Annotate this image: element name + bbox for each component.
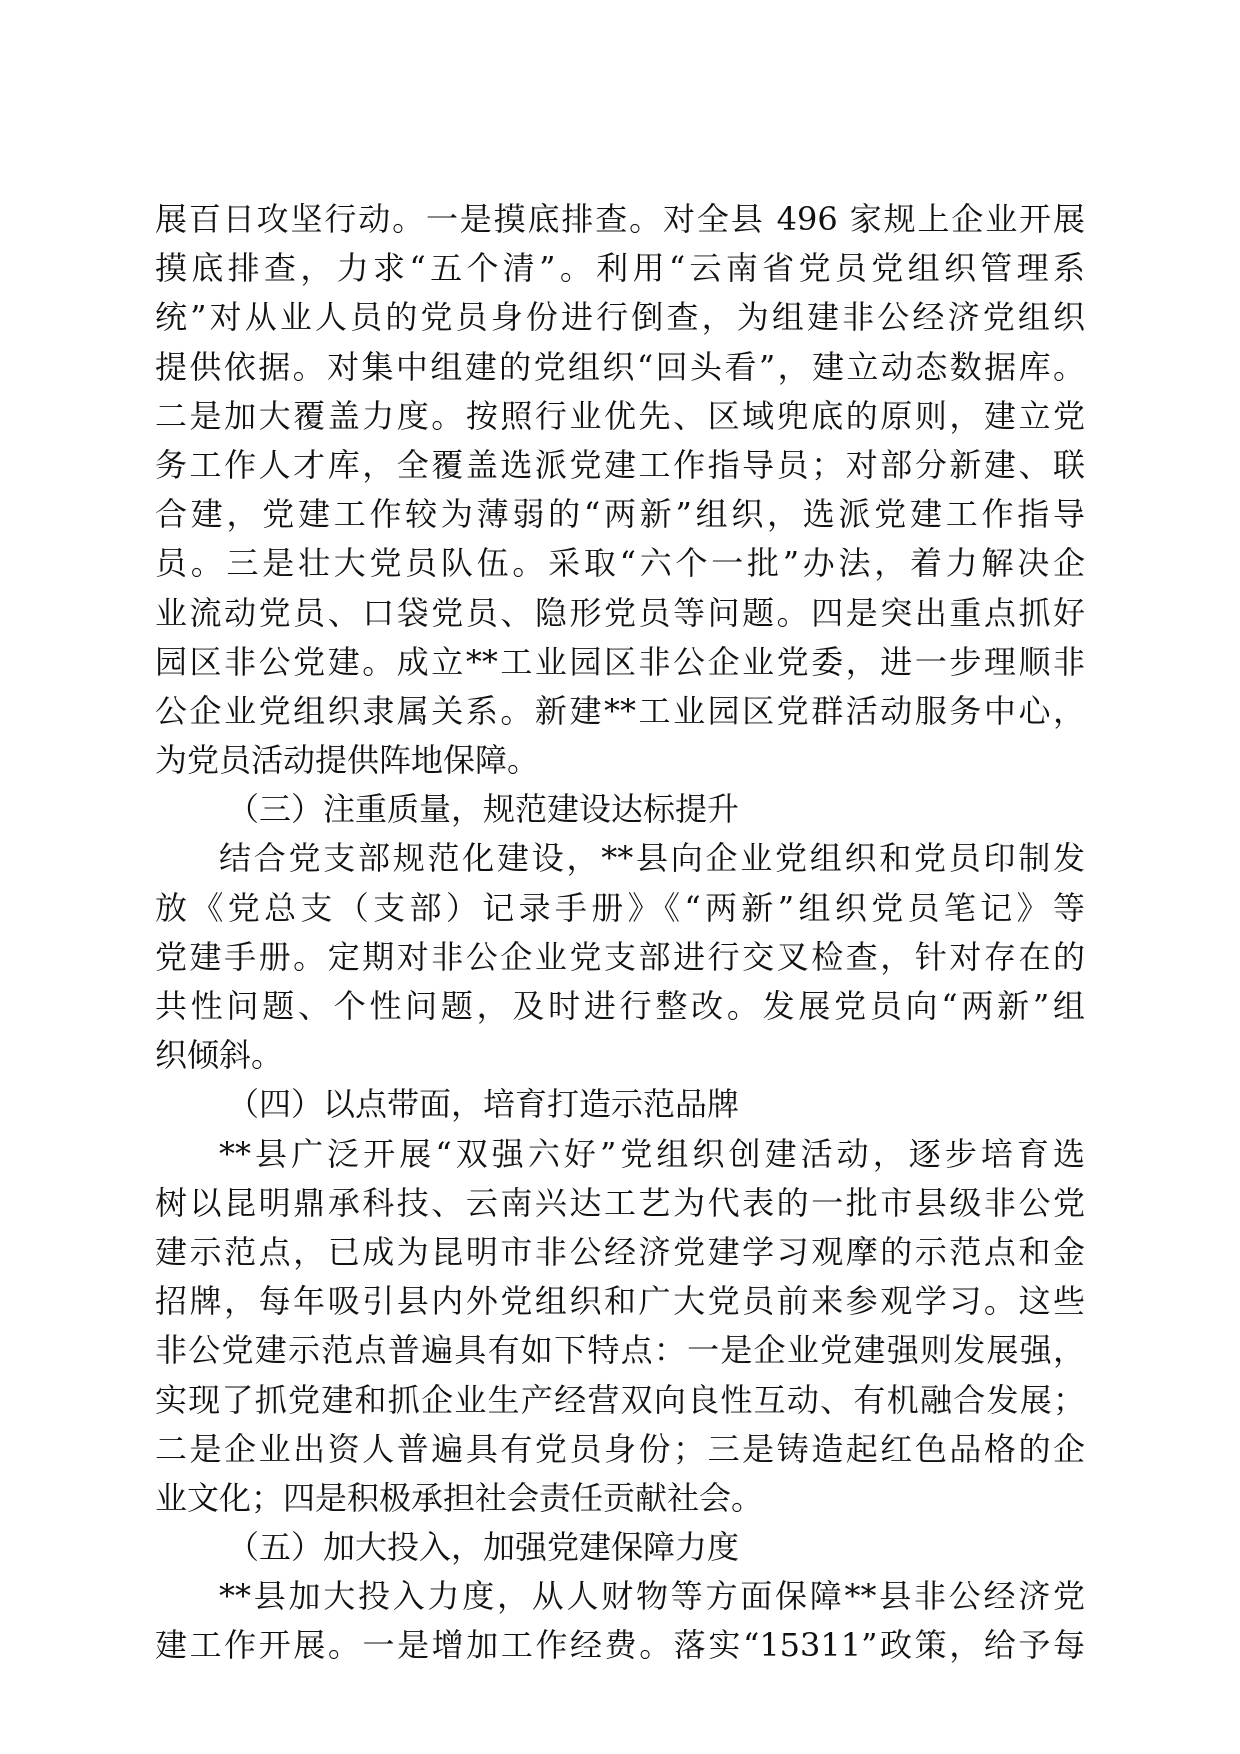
paragraph-line: 合建，党建工作较为薄弱的“两新”组织，选派党建工作指导 — [155, 495, 1085, 534]
section-heading: （五）加大投入，加强党建保障力度 — [227, 1528, 740, 1567]
paragraph-last-line: 织倾斜。 — [155, 1036, 284, 1075]
paragraph-line: 实现了抓党建和抓企业生产经营双向良性互动、有机融合发展； — [155, 1380, 1085, 1419]
paragraph-first-line: 结合党支部规范化建设，**县向企业党组织和党员印制发 — [219, 839, 1085, 878]
paragraph-line: 非公党建示范点普遍具有如下特点：一是企业党建强则发展强， — [155, 1331, 1085, 1370]
paragraph-last-line: 业文化；四是积极承担社会责任贡献社会。 — [155, 1478, 764, 1517]
paragraph-line: 建示范点，已成为昆明市非公经济党建学习观摩的示范点和金 — [155, 1232, 1085, 1271]
paragraph-line: 摸底排查，力求“五个清”。利用“云南省党员党组织管理系 — [155, 249, 1085, 288]
paragraph-line: 放《党总支（支部）记录手册》《“两新”组织党员笔记》等 — [155, 888, 1085, 927]
paragraph-line: 公企业党组织隶属关系。新建**工业园区党群活动服务中心， — [155, 691, 1085, 730]
paragraph-line: 园区非公党建。成立**工业园区非公企业党委，进一步理顺非 — [155, 642, 1085, 681]
paragraph-first-line: **县广泛开展“双强六好”党组织创建活动，逐步培育选 — [219, 1134, 1085, 1173]
paragraph-line: 业流动党员、口袋党员、隐形党员等问题。四是突出重点抓好 — [155, 593, 1085, 632]
paragraph-line: 二是加大覆盖力度。按照行业优先、区域兜底的原则，建立党 — [155, 396, 1085, 435]
paragraph-line: 党建手册。定期对非公企业党支部进行交叉检查，针对存在的 — [155, 937, 1085, 976]
paragraph-line: 展百日攻坚行动。一是摸底排查。对全县 496 家规上企业开展 — [155, 200, 1085, 238]
paragraph-first-line: **县加大投入力度，从人财物等方面保障**县非公经济党 — [219, 1577, 1085, 1616]
paragraph-line: 树以昆明鼎承科技、云南兴达工艺为代表的一批市县级非公党 — [155, 1183, 1085, 1222]
paragraph-line: 二是企业出资人普遍具有党员身份；三是铸造起红色品格的企 — [155, 1429, 1085, 1468]
paragraph-line: 招牌，每年吸引县内外党组织和广大党员前来参观学习。这些 — [155, 1282, 1085, 1321]
paragraph-line: 建工作开展。一是增加工作经费。落实“15311”政策，给予每 — [155, 1626, 1085, 1665]
paragraph-line: 统”对从业人员的党员身份进行倒查，为组建非公经济党组织 — [155, 298, 1085, 337]
section-heading: （四）以点带面，培育打造示范品牌 — [227, 1085, 740, 1124]
paragraph-line: 务工作人才库，全覆盖选派党建工作指导员；对部分新建、联 — [155, 445, 1085, 484]
paragraph-line: 员。三是壮大党员队伍。采取“六个一批”办法，着力解决企 — [155, 544, 1085, 583]
paragraph-line: 提供依据。对集中组建的党组织“回头看”，建立动态数据库。 — [155, 347, 1085, 386]
paragraph-line: 共性问题、个性问题，及时进行整改。发展党员向“两新”组 — [155, 987, 1085, 1025]
paragraph-last-line: 为党员活动提供阵地保障。 — [155, 741, 540, 780]
section-heading: （三）注重质量，规范建设达标提升 — [227, 790, 740, 829]
document-body — [155, 195, 1085, 1671]
